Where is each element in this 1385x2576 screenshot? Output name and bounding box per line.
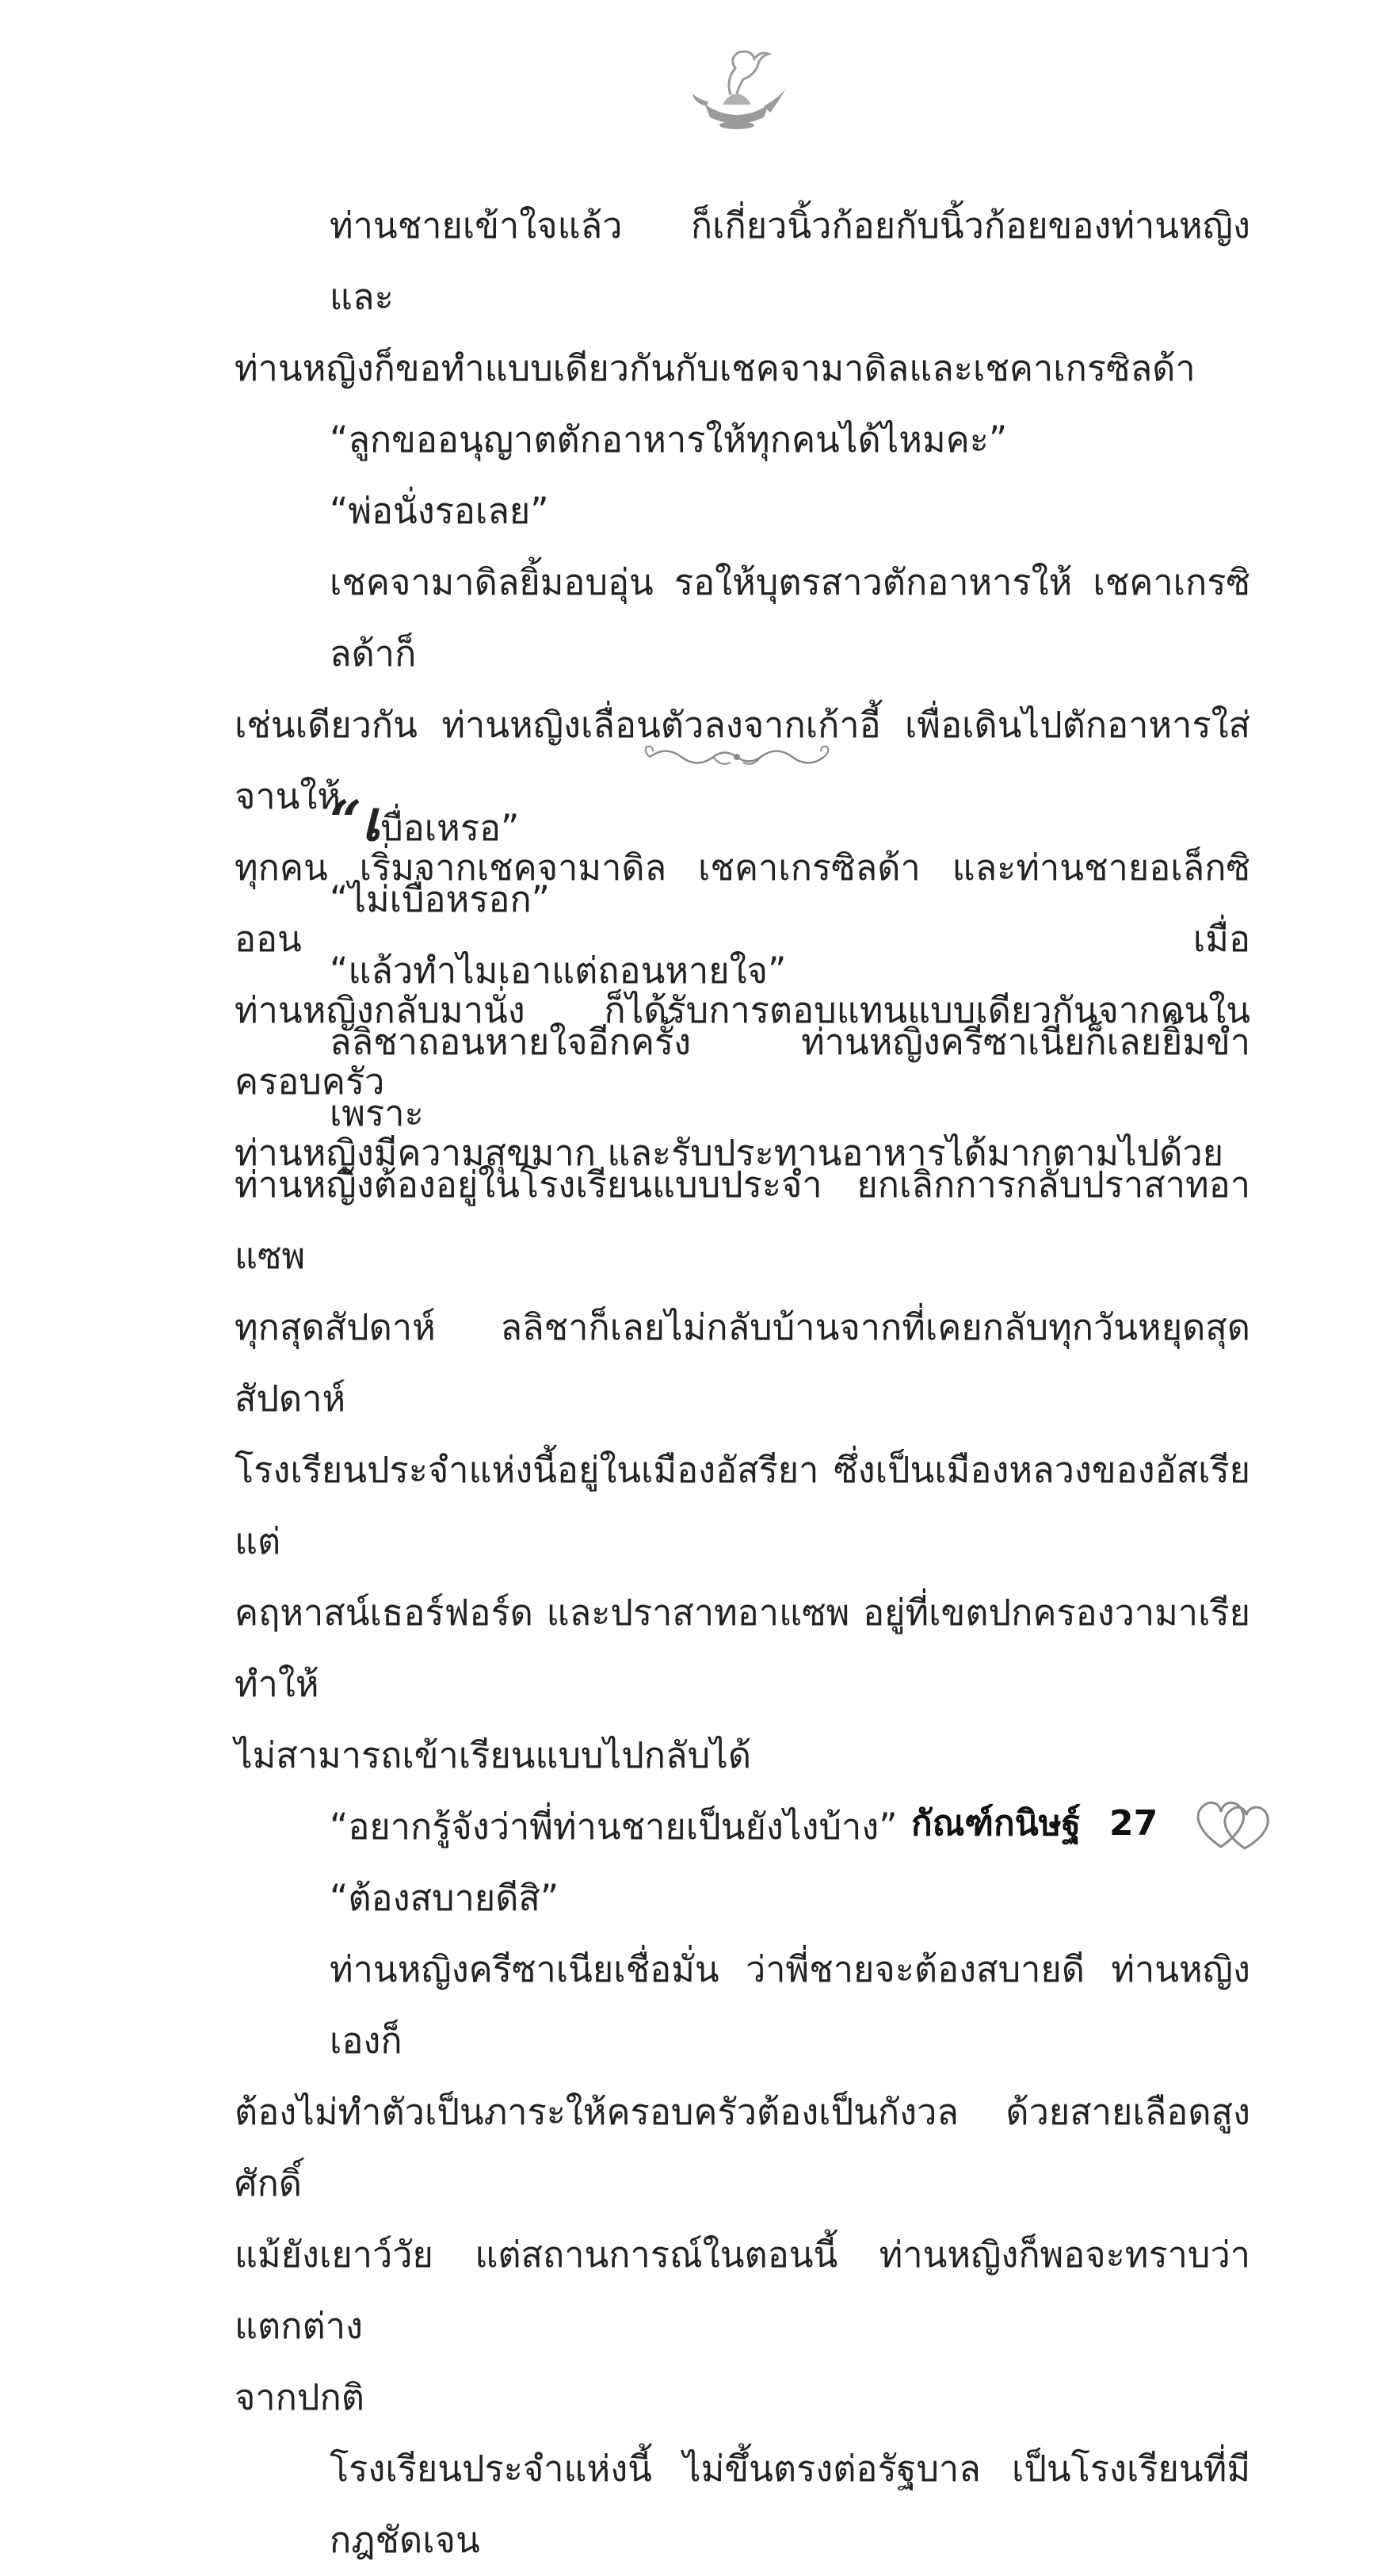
page-footer xyxy=(911,1791,1276,1855)
ornamental-divider-icon xyxy=(634,737,840,777)
paragraph-line: ท่านหญิงก็ขอทำแบบเดียวกันกับเชคจามาดิลและเชคาเกรซิลด้า xyxy=(235,347,1196,389)
paragraph-line: ทุกคน เริ่มจากเชคจามาดิล เชคาเกรซิลด้า และท่านชายอเล็กซิออน เมื่อ xyxy=(235,847,1250,960)
dialogue-line: “พ่อนั่งรอเลย” xyxy=(330,490,549,532)
paragraph-line: ทุกสุดสัปดาห์ ลลิชาก็เลยไม่กลับบ้านจากที่เคยกลับทุกวันหยุดสุดสัปดาห์ xyxy=(235,1306,1250,1420)
hearts-icon xyxy=(1189,1791,1276,1855)
paragraph-line: ท่านชายเข้าใจแล้ว ก็เกี่ยวนิ้วก้อยกับนิ้วก้อยของท่านหญิง และ xyxy=(330,204,1250,318)
paragraph-line: ท่านหญิงต้องอยู่ในโรงเรียนแบบประจำ ยกเลิกการกลับปราสาทอาแซพ xyxy=(235,1164,1250,1277)
opening-line xyxy=(235,788,1250,864)
paragraph-line: จากปกติ xyxy=(235,2376,364,2418)
paragraph-line: เช่นเดียวกัน ท่านหญิงเลื่อนตัวลงจากเก้าอี้ เพื่อเดินไปตักอาหารใส่จานให้ xyxy=(235,704,1250,817)
dialogue-line: “ไม่เบื่อหรอก” xyxy=(330,878,550,920)
paragraph-line: ลลิชาถอนหายใจอีกครั้ง ท่านหญิงครีซาเนียก็เลยยิ้มขำ เพราะ xyxy=(330,1021,1250,1134)
paragraph-line: ท่านหญิงมีความสุขมาก และรับประทานอาหารได้มากตามไปด้วย xyxy=(235,1132,1224,1174)
dialogue-line: “ต้องสบายดีสิ” xyxy=(330,1877,559,1919)
paragraph-line: ท่านหญิงครีซาเนียเชื่อมั่น ว่าพี่ชายจะต้องสบายดี ท่านหญิงเองก็ xyxy=(330,1948,1250,2062)
paragraph-line: ท่านหญิงกลับมานั่ง ก็ได้รับการตอบแทนแบบเดียวกันจากคนในครอบครัว xyxy=(235,989,1250,1103)
paragraph-line: เชคจามาดิลยิ้มอบอุ่น รอให้บุตรสาวตักอาหารให้ เชคาเกรซิลด้าก็ xyxy=(330,561,1250,675)
paragraph-line: โรงเรียนประจำแห่งนี้อยู่ในเมืองอัสรียา ซึ่งเป็นเมืองหลวงของอัสเรีย แต่ xyxy=(235,1449,1250,1562)
paragraph-line: ต้องไม่ทำตัวเป็นภาระให้ครอบครัวต้องเป็นกังวล ด้วยสายเลือดสูงศักดิ์ xyxy=(235,2091,1250,2204)
dialogue-line: “ลูกขออนุญาตตักอาหารให้ทุกคนได้ไหมคะ” xyxy=(330,419,1008,461)
opening-line-text: บื่อเหรอ” xyxy=(380,807,520,849)
paragraph-line: คฤหาสน์เธอร์ฟอร์ด และปราสาทอาแซพ อยู่ที่เขตปกครองวามาเรีย ทำให้ xyxy=(235,1592,1250,1705)
page-number: 27 xyxy=(1108,1802,1158,1844)
section-two xyxy=(235,788,1250,2576)
paragraph-line: แม้ยังเยาว์วัย แต่สถานการณ์ในตอนนี้ ท่านหญิงก็พอจะทราบว่าแตกต่าง xyxy=(235,2234,1250,2347)
paragraph-line: โรงเรียนประจำแห่งนี้ ไม่ขึ้นตรงต่อรัฐบาล เป็นโรงเรียนที่มีกฎชัดเจน xyxy=(330,2448,1250,2561)
dialogue-line: “อยากรู้จังว่าพี่ท่านชายเป็นยังไงบ้าง” xyxy=(330,1806,898,1848)
dialogue-line: “แล้วทำไมเอาแต่ถอนหายใจ” xyxy=(330,950,787,992)
book-title: กัณฑ์กนิษฐ์ xyxy=(911,1803,1081,1844)
paragraph-line: ไม่สามารถเข้าเรียนแบบไปกลับได้ xyxy=(235,1734,752,1776)
drop-cap: “เ xyxy=(330,788,381,854)
genie-lamp-icon xyxy=(681,48,792,135)
